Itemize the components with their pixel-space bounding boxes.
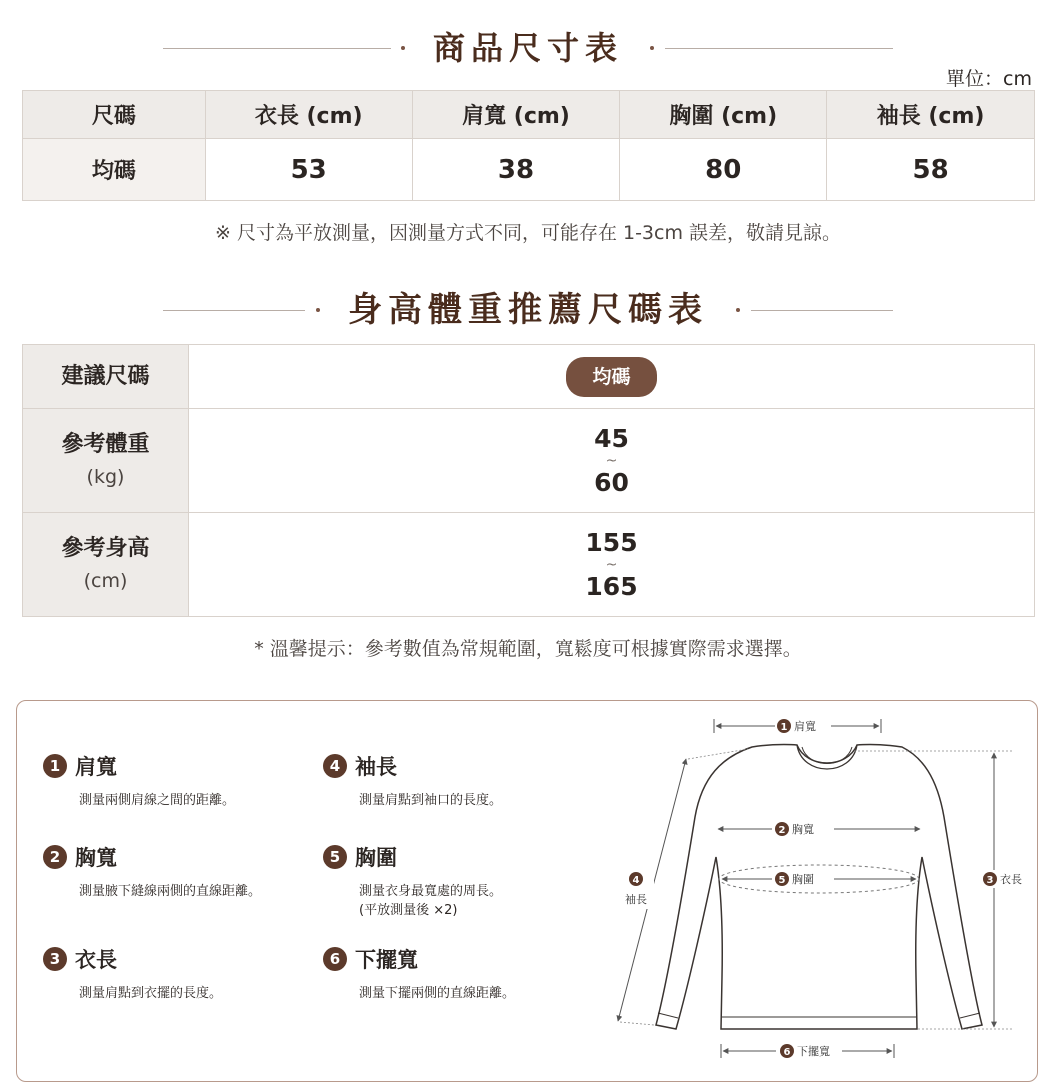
recommend-table: [22, 344, 1035, 617]
guide-item-title: 胸寬: [75, 846, 117, 870]
header-size: 尺碼: [23, 91, 206, 139]
guide-number-badge: 5: [323, 845, 347, 869]
hem-badge-number: 6: [783, 1047, 791, 1058]
guide-number-badge: 3: [43, 947, 67, 971]
value-sleeve: 58: [827, 139, 1035, 201]
guide-item-desc-line: 測量衣身最寬處的周長。: [359, 884, 503, 899]
title-dot-right: [736, 308, 740, 312]
sleeve-guide-bottom: [620, 1022, 654, 1025]
title-divider-right: [665, 48, 893, 49]
sleeve-label: 袖長: [625, 893, 647, 906]
measurement-guide-panel: [16, 700, 1038, 1082]
range-tilde: ~: [605, 452, 618, 469]
guide-number-badge: 1: [43, 754, 67, 778]
size-chart-title-block: [0, 28, 1056, 68]
weight-label: 參考體重: [61, 431, 150, 457]
measurement-note: ※ 尺寸為平放測量，因測量方式不同，可能存在 1-3cm 誤差，敬請見諒。: [214, 222, 842, 244]
title-divider-left: [163, 48, 391, 49]
title-dot-left: [401, 46, 405, 50]
table-row: [23, 139, 1035, 201]
guide-item-title: 下擺寬: [355, 948, 418, 972]
guide-item-chest-width: [43, 842, 261, 901]
chest-label: 胸圍: [792, 873, 814, 886]
value-shoulder: 38: [412, 139, 620, 201]
suggested-size-text: 建議尺碼: [61, 363, 150, 389]
guide-item-desc: [359, 882, 502, 920]
guide-item-desc: 測量兩側肩線之間的距離。: [79, 793, 236, 808]
guide-item-length: [43, 944, 222, 1003]
guide-number-badge: 4: [323, 754, 347, 778]
suggested-size-cell: [189, 345, 1035, 409]
length-label: 衣長: [1000, 873, 1022, 886]
shoulder-badge-number: 1: [780, 722, 788, 733]
range-tilde: ~: [605, 556, 618, 573]
header-sleeve: 袖長 (cm): [827, 91, 1035, 139]
recommend-title-block: [0, 288, 1056, 332]
guide-item-title: 袖長: [355, 755, 397, 779]
size-table: [22, 90, 1035, 201]
tips-note: * 溫馨提示：參考數值為常規範圍，寬鬆度可根據實際需求選擇。: [254, 638, 802, 660]
guide-item-desc: 測量肩點到袖口的長度。: [359, 793, 503, 808]
height-label-cell: [23, 513, 189, 617]
chest-badge-number: 5: [778, 875, 786, 886]
guide-item-desc-line: (平放測量後 ×2): [359, 903, 458, 918]
chest-width-badge-number: 2: [778, 825, 786, 836]
height-label: 參考身高: [61, 535, 150, 561]
guide-item-desc: 測量下擺兩側的直線距離。: [359, 986, 516, 1001]
unit-label: 單位：cm: [946, 68, 1032, 90]
guide-item-title: 胸圍: [355, 846, 397, 870]
row-size: 均碼: [23, 139, 206, 201]
height-range-cell: [189, 513, 1035, 617]
sleeve-badge-number: 4: [632, 875, 640, 886]
chest-width-label: 胸寬: [792, 823, 814, 836]
height-min: 155: [585, 527, 638, 557]
guide-number-badge: 2: [43, 845, 67, 869]
guide-item-desc: 測量肩點到衣擺的長度。: [79, 986, 223, 1001]
weight-range-cell: [189, 409, 1035, 513]
title-divider-right: [751, 310, 893, 311]
title-dot-right: [650, 46, 654, 50]
weight-max: 60: [594, 467, 629, 497]
shoulder-label: 肩寬: [794, 720, 816, 733]
guide-number-badge: 6: [323, 947, 347, 971]
title-dot-left: [316, 308, 320, 312]
guide-item-hem: [323, 944, 515, 1003]
guide-item-desc: 測量腋下縫線兩側的直線距離。: [79, 884, 262, 899]
header-chest: 胸圍 (cm): [620, 91, 827, 139]
weight-unit: (kg): [86, 465, 125, 488]
recommend-title: 身高體重推薦尺碼表: [348, 290, 708, 330]
header-shoulder: 肩寬 (cm): [412, 91, 620, 139]
height-max: 165: [585, 571, 638, 601]
header-length: 衣長 (cm): [205, 91, 412, 139]
table-row: [23, 513, 1035, 617]
guide-item-shoulder: [43, 751, 235, 810]
title-divider-left: [163, 310, 305, 311]
weight-label-cell: [23, 409, 189, 513]
length-badge-number: 3: [986, 875, 994, 886]
size-chart-title: 商品尺寸表: [432, 29, 623, 67]
suggested-size-label: [23, 345, 189, 409]
table-row: [23, 409, 1035, 513]
guide-item-title: 衣長: [75, 948, 117, 972]
guide-item-chest: [323, 842, 502, 920]
weight-min: 45: [594, 423, 629, 453]
guide-item-title: 肩寬: [75, 755, 117, 779]
size-table-header: [23, 91, 1035, 139]
garment-diagram: [592, 707, 1032, 1077]
guide-item-sleeve: [323, 751, 502, 810]
value-chest: 80: [620, 139, 827, 201]
table-row: [23, 345, 1035, 409]
size-pill: 均碼: [566, 357, 656, 397]
value-length: 53: [205, 139, 412, 201]
hem-label: 下擺寬: [797, 1045, 830, 1058]
height-unit: (cm): [83, 569, 128, 592]
